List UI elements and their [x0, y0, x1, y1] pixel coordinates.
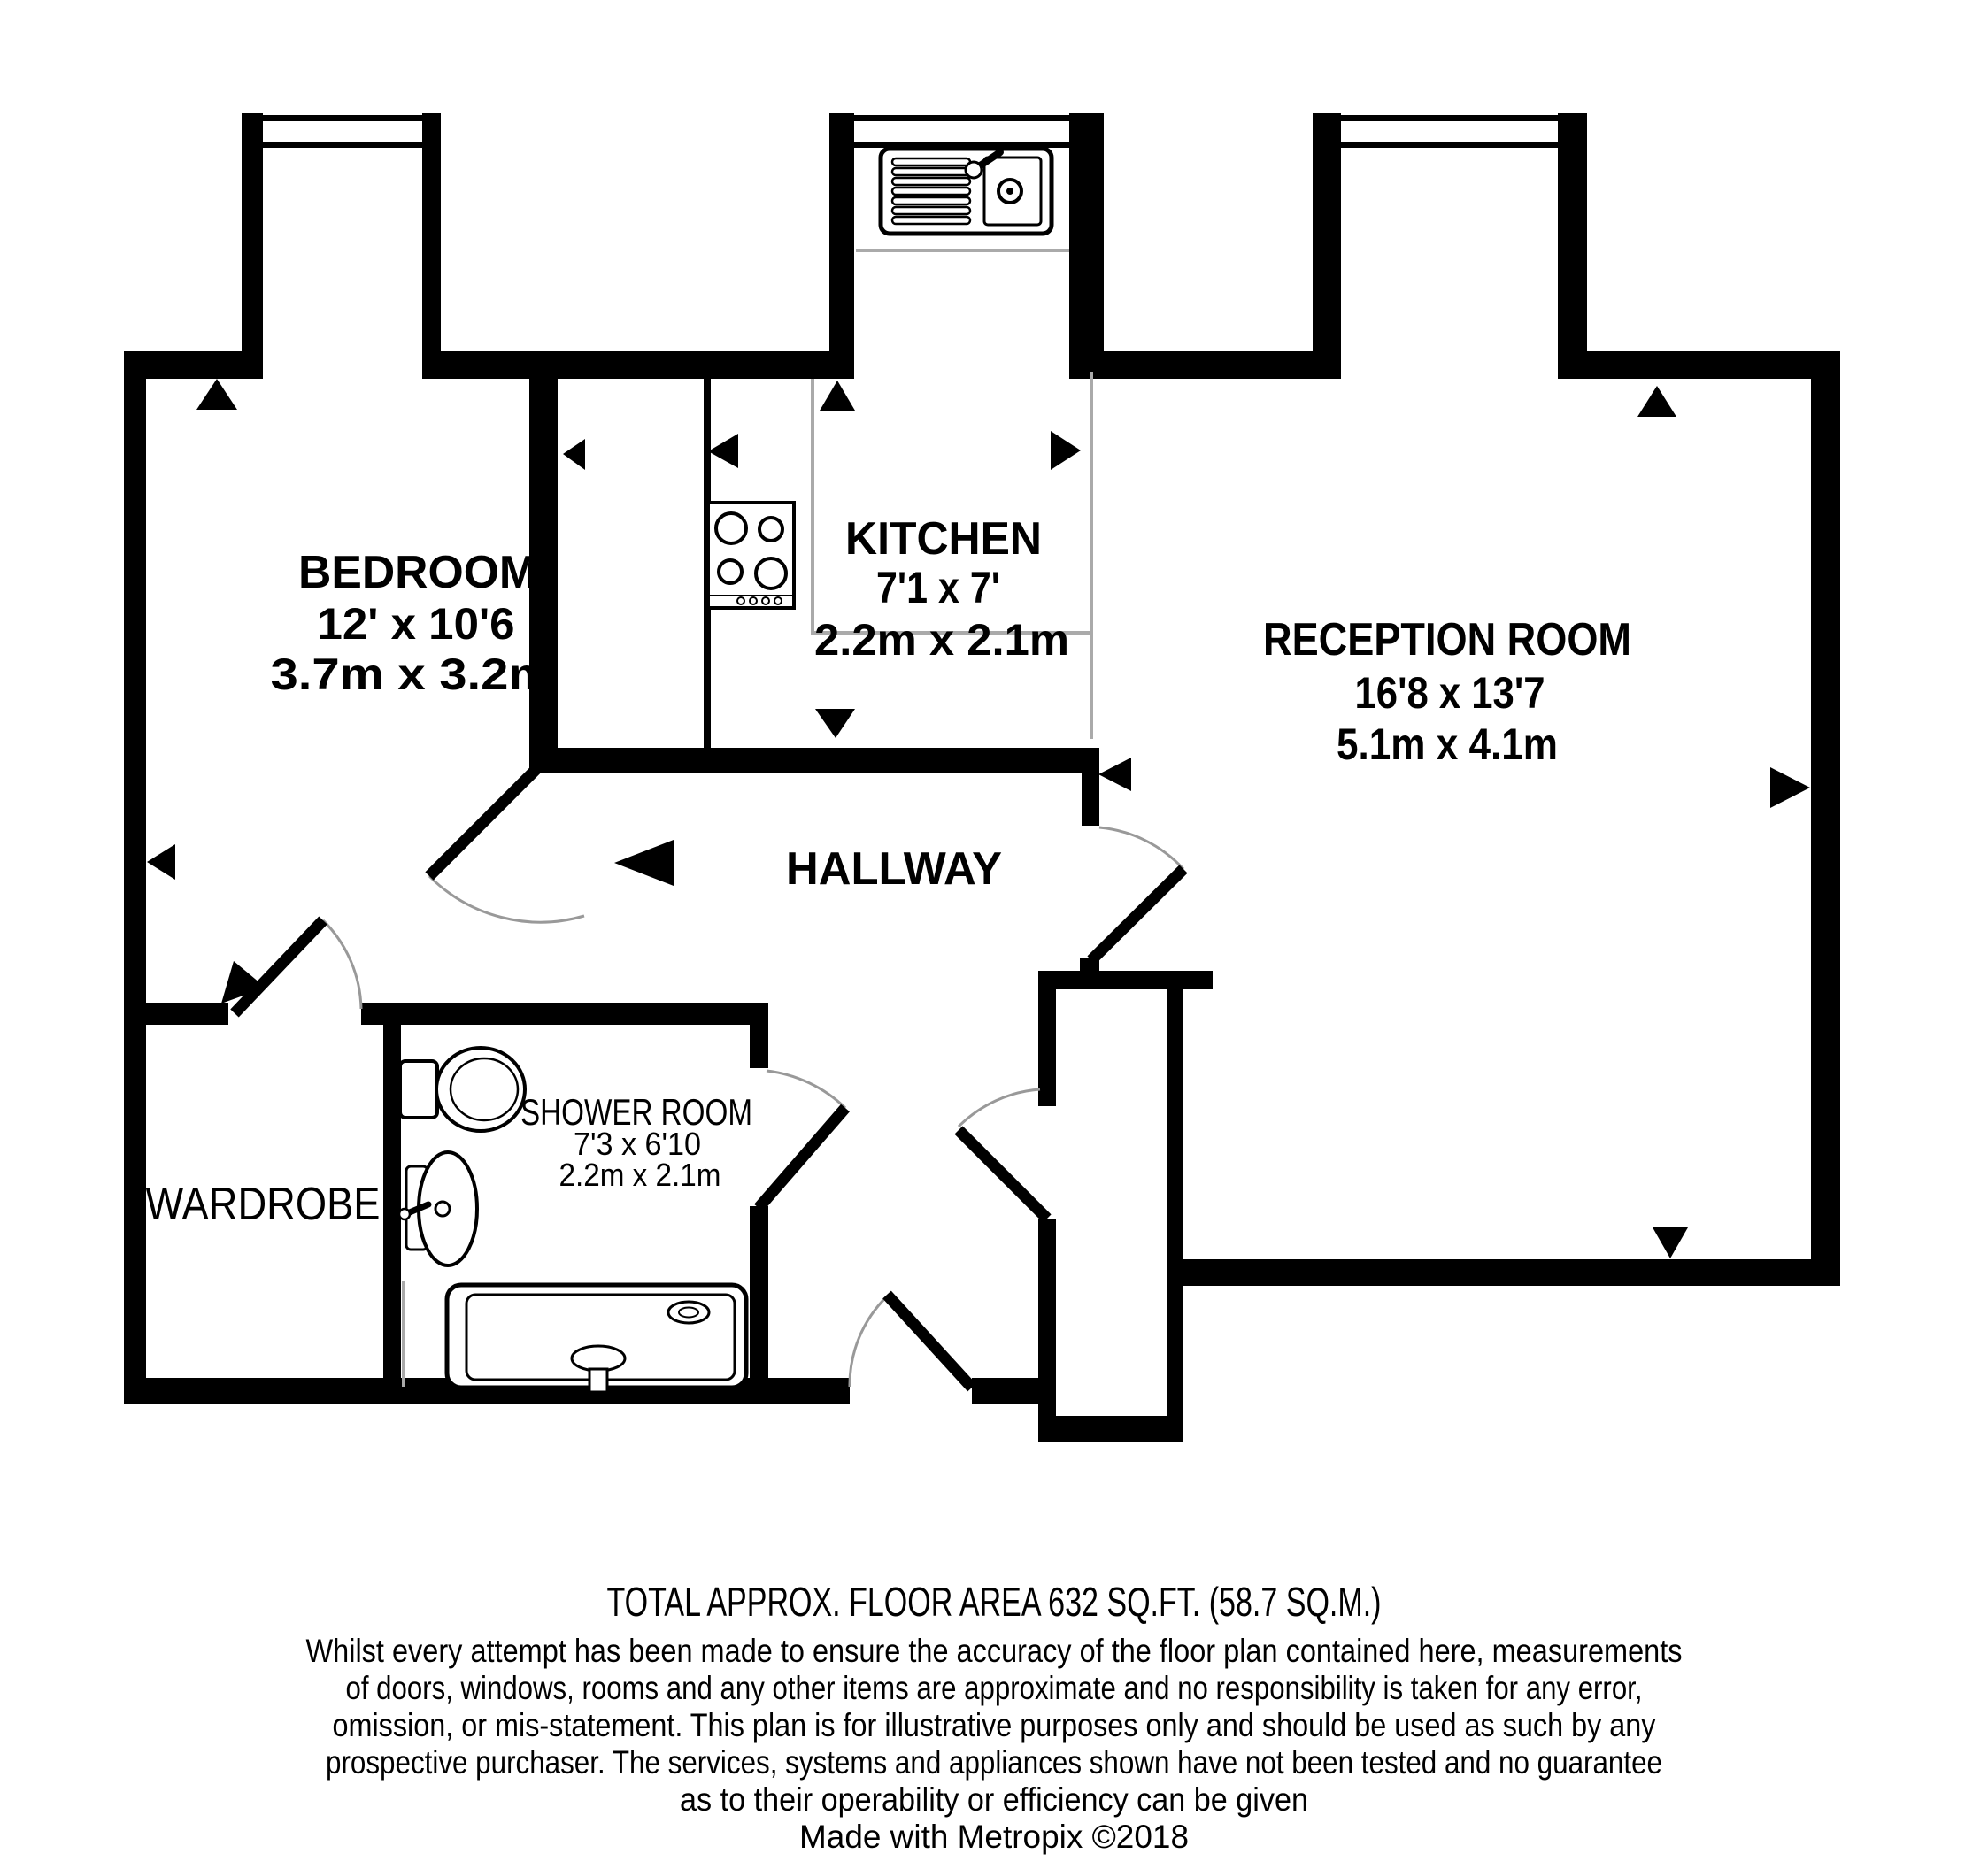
- metropix-credit: Made with Metropix ©2018: [799, 1819, 1189, 1855]
- wall-reception-bottom: [1175, 1259, 1840, 1286]
- hob-burner: [756, 558, 786, 588]
- wall-kitchen-hallway: [529, 748, 1099, 773]
- room-dim-shower-imperial: 7'3 x 6'10: [574, 1126, 701, 1162]
- door-leaf: [959, 1130, 1047, 1219]
- measurement-arrow-icon: [1051, 431, 1081, 470]
- sink-drainer-bar: [892, 158, 970, 165]
- wall-top-left: [124, 351, 242, 379]
- measurement-arrow-icon: [196, 379, 237, 410]
- wall-left-outer: [124, 351, 146, 1404]
- room-label-shower: SHOWER ROOM: [520, 1091, 752, 1133]
- wall-top-bedroom-kitchen: [441, 351, 829, 379]
- wall-top-kitchen-reception: [1104, 351, 1313, 379]
- measurement-arrow-icon: [147, 844, 175, 880]
- window-icon: [1341, 115, 1558, 121]
- hob-icon: [708, 503, 794, 608]
- wall-bedroom-bay-right: [422, 113, 441, 379]
- room-dim-bedroom-imperial: 12' x 10'6: [317, 599, 515, 649]
- door-leaf: [759, 1108, 845, 1208]
- measurement-arrow-icon: [820, 381, 855, 411]
- wall-kitchen-bay-left: [829, 113, 854, 379]
- door-swing-icon: [767, 1071, 845, 1108]
- footer: [306, 1579, 1683, 1855]
- measurement-arrow-icon: [815, 709, 855, 738]
- door-swing-icon: [850, 1296, 887, 1387]
- disclaimer-line: prospective purchaser. The services, systems and appliances shown have not been tested and no guarantee: [326, 1744, 1662, 1781]
- window-icon: [1341, 142, 1558, 148]
- measurement-arrow-icon: [563, 439, 585, 470]
- walls: [124, 113, 1840, 1442]
- room-labels: [146, 513, 1632, 1230]
- sink-drain-dot: [1006, 188, 1013, 195]
- room-dim-kitchen-imperial: 7'1 x 7': [876, 563, 1000, 612]
- hob-knob: [762, 597, 769, 604]
- measurement-arrow-icon: [614, 840, 674, 886]
- room-dim-bedroom-metric: 3.7m x 3.2m: [270, 650, 553, 699]
- basin-tap-base: [399, 1209, 410, 1219]
- door-leaf: [235, 920, 323, 1013]
- hob-burner: [716, 513, 746, 543]
- disclaimer-line: of doors, windows, rooms and any other items are approximate and no responsibility is taken for any error,: [345, 1670, 1643, 1706]
- room-dim-shower-metric: 2.2m x 2.1m: [559, 1157, 721, 1193]
- room-label-bedroom: BEDROOM: [298, 547, 537, 598]
- door-leaf: [887, 1295, 972, 1388]
- wall-reception-right: [1811, 351, 1840, 1286]
- basin-icon: [399, 1152, 477, 1265]
- sink-drainer-bar: [892, 207, 970, 214]
- hob-burner: [719, 560, 742, 583]
- door-swing-icon: [1099, 827, 1183, 869]
- windows: [263, 115, 1558, 148]
- room-label-wardrobe: WARDROBE: [145, 1179, 381, 1230]
- counter-line: [402, 1281, 405, 1387]
- room-dim-kitchen-metric: 2.2m x 2.1m: [814, 615, 1069, 665]
- sink-drainer-bar: [892, 178, 970, 185]
- wall-closet-left-upper: [1038, 971, 1056, 1106]
- room-label-hallway: HALLWAY: [786, 843, 1002, 895]
- measurement-arrow-icon: [708, 434, 738, 468]
- wall-bedroom-bay-left: [242, 113, 263, 379]
- measurement-arrow-icon: [1653, 1227, 1688, 1258]
- counter-line: [1090, 372, 1093, 739]
- toilet-icon: [400, 1048, 525, 1131]
- shower-tray-icon: [447, 1285, 746, 1392]
- door-swing-icon: [323, 920, 361, 1009]
- shower-head: [572, 1346, 625, 1371]
- wall-shower-east-lower: [750, 1206, 768, 1404]
- window-icon: [263, 115, 422, 121]
- wall-bottom-entrance-right: [972, 1378, 1056, 1404]
- hob-knob: [750, 597, 757, 604]
- measurement-arrow-icon: [1098, 758, 1131, 791]
- wall-kitchen-bay-right: [1069, 113, 1104, 379]
- wall-closet-right: [1167, 971, 1183, 1442]
- door-swing-icon: [959, 1089, 1040, 1127]
- wall-closet-top: [1055, 971, 1213, 989]
- wall-closet-bottom: [1038, 1416, 1183, 1442]
- wall-shower-east-stub: [750, 1025, 768, 1068]
- window-icon: [854, 115, 1069, 121]
- basin-drain: [435, 1202, 450, 1216]
- wall-reception-bay-right: [1558, 113, 1587, 379]
- shower-drain-inner: [679, 1308, 698, 1318]
- door-leaf: [429, 765, 540, 876]
- room-dim-reception-imperial: 16'8 x 13'7: [1354, 668, 1545, 718]
- wall-wardrobe-top-a: [144, 1003, 228, 1025]
- counter-line: [856, 249, 1069, 252]
- hob-burner: [759, 518, 782, 541]
- room-label-kitchen: KITCHEN: [845, 513, 1042, 565]
- toilet-bowl-inner: [451, 1058, 518, 1120]
- wall-wardrobe-shower-top: [361, 1003, 768, 1025]
- shower-head-stem: [589, 1369, 607, 1392]
- disclaimer-line: as to their operability or efficiency can be given: [680, 1781, 1308, 1818]
- window-icon: [263, 142, 422, 148]
- wall-closet-left-lower: [1038, 1219, 1056, 1442]
- disclaimer-line: Whilst every attempt has been made to ensure the accuracy of the floor plan contained here, measurements: [305, 1633, 1683, 1669]
- room-dim-reception-metric: 5.1m x 4.1m: [1337, 719, 1558, 769]
- measurement-arrow-icon: [1770, 767, 1810, 808]
- counter-line: [811, 379, 814, 635]
- total-floor-area: TOTAL APPROX. FLOOR AREA 632 SQ.FT. (58.7 SQ.M.): [606, 1579, 1382, 1625]
- hob-knob: [737, 597, 744, 604]
- toilet-cistern: [400, 1061, 437, 1118]
- sink-drainer-bar: [892, 217, 970, 224]
- kitchen-sink-icon: [881, 149, 1052, 234]
- kitchen-counter-lines: [402, 249, 1093, 1387]
- sink-drainer-bar: [892, 197, 970, 204]
- door-leaf: [1091, 869, 1183, 960]
- disclaimer-line: omission, or mis-statement. This plan is for illustrative purposes only and should be used as such by any: [332, 1707, 1656, 1743]
- sink-tap-base: [966, 162, 982, 178]
- wall-reception-bay-left: [1313, 113, 1341, 379]
- measurement-arrow-icon: [1637, 386, 1676, 417]
- wall-top-right: [1587, 351, 1840, 379]
- sink-drainer-bar: [892, 168, 970, 175]
- room-label-reception: RECEPTION ROOM: [1263, 614, 1631, 665]
- sink-drainer-bar: [892, 188, 970, 195]
- door-swing-icon: [429, 876, 584, 922]
- hob-knob: [774, 597, 782, 604]
- wall-reception-door-stub: [1082, 773, 1099, 826]
